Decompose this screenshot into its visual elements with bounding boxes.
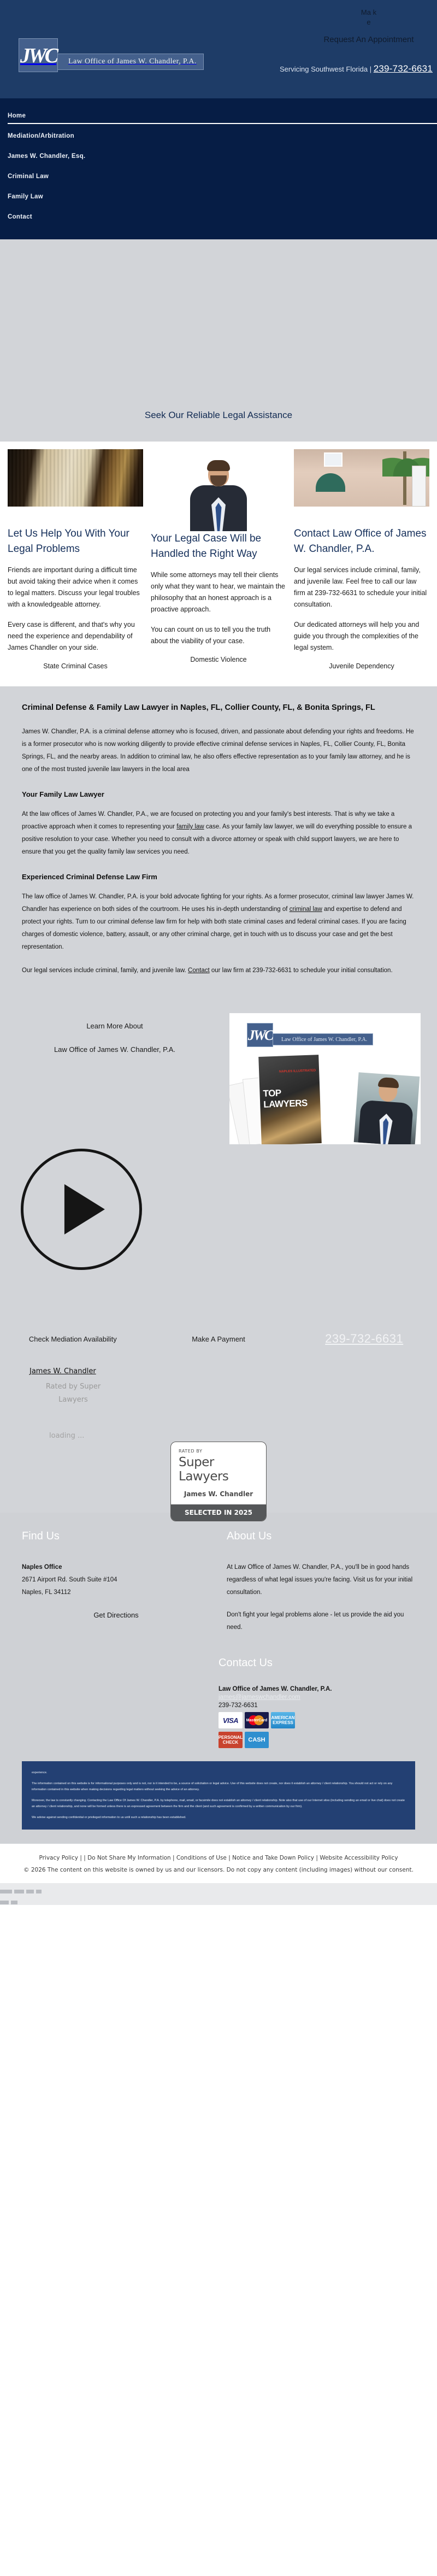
article-heading-criminal-defense: Experienced Criminal Defense Law Firm bbox=[22, 873, 157, 881]
inset-suit bbox=[358, 1100, 414, 1144]
closing-text-a: Our legal services include criminal, family, and juvenile law. bbox=[22, 967, 188, 974]
card-contact-law-office bbox=[294, 449, 429, 670]
card-link-state-criminal-cases[interactable]: State Criminal Cases bbox=[43, 662, 108, 670]
servicing-text: Servicing Southwest Florida | bbox=[279, 65, 374, 73]
cta-mediation bbox=[0, 1334, 146, 1345]
article-heading-family-law: Your Family Law Lawyer bbox=[22, 790, 104, 798]
badge-brand-label: Super Lawyers bbox=[179, 1455, 229, 1484]
criminal-text-a: The law office of James W. Chandler, P.A. is your bold advocate fighting for your rights. As a former prosecutor, criminal law lawyer James W. Chandler has experience on both sides of the courtroom. He uses his in-depth understanding of bbox=[22, 893, 414, 913]
header-servicing-line bbox=[280, 63, 433, 74]
magazine-cover bbox=[258, 1055, 322, 1144]
article-title: Criminal Defense & Family Law Lawyer in Naples, FL, Collier County, FL, & Bonita Springs, FL bbox=[22, 703, 375, 712]
contact-email-link[interactable]: james@jameswchandler.com bbox=[218, 1694, 300, 1701]
copyright-text: © 2026 The content on this website is owned by us and our licensors. Do not copy any content (including images) without our consent. bbox=[23, 1867, 414, 1873]
cta-payment bbox=[146, 1334, 292, 1345]
card-heading: Contact Law Office of James W. Chandler, P.A. bbox=[294, 528, 427, 555]
cta-phone bbox=[291, 1333, 437, 1345]
nav-item-mediation-arbitration[interactable]: Mediation/Arbitration bbox=[8, 133, 74, 139]
header-phone-link[interactable]: 239-732-6631 bbox=[373, 63, 433, 74]
nav-item-criminal-law[interactable]: Criminal Law bbox=[8, 173, 49, 180]
article-paragraph-family bbox=[22, 808, 415, 858]
payment-icons-row-1 bbox=[218, 1712, 415, 1728]
card-paragraph-1: While some attorneys may tell their clients only what they want to hear, we maintain the philosophy that an honest approach is a proactive approach. bbox=[151, 571, 285, 613]
logo-wordmark bbox=[55, 54, 204, 70]
article-intro: James W. Chandler, P.A. is a criminal defense attorney who is focused, driven, and passionate about defending your rights and freedoms. He is a former prosecutor who is now working diligently to provide effective criminal defense services in Naples, FL, Collier County, FL, Bonita Springs, FL, and the nearby areas. In addition to criminal law, he also offers effective representation as to your family law attorney, and he is one of the most trusted juvenile law lawyers in the local area bbox=[22, 728, 414, 773]
disclaimer-paragraph-3: We advise against sending confidential or privileged information to us until such a relationship has been established. bbox=[32, 1816, 186, 1819]
office-window bbox=[324, 452, 342, 467]
request-appointment-label[interactable]: Request An Appointment bbox=[323, 35, 414, 44]
nav-item-contact[interactable]: Contact bbox=[8, 214, 32, 220]
family-text-b: case. As your family law lawyer, we will do everything possible to ensure a positive resolution to your case. Whether you need to consult with a divorce attorney or speak with child support lawyers, we are here to ensure that you get the quality family law services you need. bbox=[22, 824, 412, 855]
nav-item-james-w-chandler-esq[interactable]: James W. Chandler, Esq. bbox=[8, 153, 86, 160]
office-city: Naples, FL 34112 bbox=[22, 1589, 71, 1596]
card-paragraph-2: You can count on us to tell you the truth about the viability of your case. bbox=[151, 626, 271, 645]
card-heading: Let Us Help You With Your Legal Problems bbox=[8, 528, 129, 555]
attorney-portrait-photo bbox=[151, 449, 286, 531]
video-play-area bbox=[0, 1144, 437, 1308]
family-text-a: At the law offices of James W. Chandler, P.A., we are focused on protecting you and your family's best interests. That is why we take a proactive approach when it comes to representing your bbox=[22, 811, 395, 830]
american-express-icon: AMERICAN EXPRESS bbox=[271, 1712, 295, 1728]
office-name: Naples Office bbox=[22, 1564, 62, 1571]
page-tail-placeholder bbox=[0, 1883, 437, 1905]
visa-icon: VISA bbox=[218, 1712, 243, 1728]
legal-disclaimer bbox=[22, 1761, 415, 1830]
contact-phone-text: 239-732-6631 bbox=[218, 1702, 258, 1709]
main-navigation bbox=[0, 98, 437, 239]
footer-about-us bbox=[227, 1530, 415, 1634]
thumbnail-logo-text: Law Office of James W. Chandler, P.A. bbox=[281, 1036, 368, 1043]
make-a-payment-link[interactable]: Make A Payment bbox=[192, 1335, 245, 1343]
family-law-link[interactable]: family law bbox=[176, 824, 204, 830]
disclaimer-paragraph-1: The information contained on this website is for informational purposes only and is not, nor is it intended to be, a source of solicitation or legal advice. Use of this website does not create, nor does it establish an attorney / client relationship. You should not act or rely on any information contained in this website when making decisions regarding legal matters without seeking the advice of an attorney. bbox=[32, 1782, 393, 1791]
personal-check-icon: PERSONAL CHECK bbox=[218, 1732, 243, 1748]
badge-rated-by-label: RATED BY bbox=[179, 1449, 203, 1454]
cta-section bbox=[0, 1319, 437, 1365]
firm-name-label: Law Office of James W. Chandler, P.A. bbox=[54, 1045, 176, 1054]
find-us-heading: Find Us bbox=[22, 1530, 60, 1542]
badge-top bbox=[171, 1442, 266, 1504]
play-triangle bbox=[64, 1184, 105, 1234]
article-paragraph-criminal bbox=[22, 891, 415, 954]
thumbnail-logo-monogram: JWC bbox=[247, 1023, 273, 1047]
card-your-legal-case bbox=[151, 449, 286, 670]
mastercard-icon bbox=[245, 1712, 269, 1728]
play-icon[interactable] bbox=[21, 1149, 142, 1270]
video-thumbnail[interactable] bbox=[229, 1013, 421, 1144]
about-paragraph-2: Don't fight your legal problems alone - let us provide the aid you need. bbox=[227, 1612, 404, 1631]
card-paragraph-1: Friends are important during a difficult time but avoid taking their advice when it comes to legal matters. Discuss your legal troubles with a knowledgeable attorney. bbox=[8, 566, 140, 608]
criminal-text-b: and expertise to defend and protect your rights. Turn to our criminal defense law firm for help with both state criminal cases and federal criminal cases. If you are facing charges of domestic violence, battery, assault, or any other criminal charge, get in touch with us to discuss your case and get the best representation. bbox=[22, 906, 406, 950]
logo-wordmark-text: Law Office of James W. Chandler, P.A. bbox=[68, 57, 197, 66]
footer-find-us bbox=[22, 1530, 210, 1634]
badge-attorney-name: James W. Chandler bbox=[184, 1490, 253, 1498]
cta-phone-link[interactable]: 239-732-6631 bbox=[325, 1332, 404, 1345]
criminal-law-link[interactable]: criminal law bbox=[289, 906, 322, 913]
footer-contact-us bbox=[218, 1634, 415, 1748]
contact-firm-name: Law Office of James W. Chandler, P.A. bbox=[218, 1686, 332, 1692]
hero-section bbox=[0, 239, 437, 442]
about-paragraph-1: At Law Office of James W. Chandler, P.A., you'll be in good hands regardless of what legal issues you're facing. Visit us for your initial consultation. bbox=[227, 1564, 413, 1596]
header-appointment-block bbox=[306, 8, 432, 45]
video-caption-block bbox=[0, 1002, 229, 1054]
cta-row bbox=[0, 1333, 437, 1345]
legal-links-line[interactable]: Privacy Policy | | Do Not Share My Information | Conditions of Use | Notice and Take Down Policy | Website Accessibility Policy bbox=[39, 1855, 398, 1861]
disclaimer-paragraph-0: experience. bbox=[32, 1771, 48, 1774]
office-street: 2671 Airport Rd. South Suite #104 bbox=[22, 1577, 117, 1583]
nav-item-home[interactable]: Home bbox=[0, 106, 437, 126]
site-header bbox=[0, 0, 437, 98]
card-let-us-help-you bbox=[8, 449, 143, 670]
contact-link[interactable]: Contact bbox=[188, 967, 210, 974]
magazine-title-label: TOP LAWYERS bbox=[263, 1087, 308, 1110]
closing-text-b: our law firm at 239-732-6631 to schedule your initial consultation. bbox=[209, 967, 393, 974]
inset-hair bbox=[378, 1077, 399, 1089]
office-awning bbox=[316, 473, 345, 492]
mastercard-label: MasterCard bbox=[246, 1718, 268, 1722]
nav-item-family-law[interactable]: Family Law bbox=[8, 193, 43, 200]
super-lawyers-badge[interactable] bbox=[170, 1442, 267, 1521]
thumbnail-logo-bar bbox=[271, 1033, 373, 1045]
hero-title: Seek Our Reliable Legal Assistance bbox=[144, 410, 293, 420]
check-mediation-availability-link[interactable]: Check Mediation Availability bbox=[28, 1335, 117, 1343]
article-paragraph-closing bbox=[22, 964, 415, 977]
disclaimer-section bbox=[0, 1754, 437, 1844]
card-paragraph-2: Every case is different, and that's why you need the experience and dependability of James Chandler on your side. bbox=[8, 621, 135, 651]
make-label: Ma ke bbox=[361, 8, 377, 26]
card-paragraph-2: Our dedicated attorneys will help you and guide you through the complexities of the legal system. bbox=[294, 621, 420, 651]
portrait-suit bbox=[190, 485, 247, 531]
office-door bbox=[412, 466, 426, 507]
law-books-photo bbox=[8, 449, 143, 507]
super-lawyers-rated-text: Rated by Super Lawyers bbox=[45, 1383, 101, 1404]
get-directions-link[interactable]: Get Directions bbox=[93, 1611, 139, 1619]
law-office-building-photo bbox=[294, 449, 429, 507]
logo-monogram: JWC bbox=[19, 38, 58, 72]
contact-us-heading: Contact Us bbox=[218, 1657, 273, 1669]
magazine-publisher-label: NAPLES ILLUSTRATED bbox=[279, 1069, 316, 1074]
card-heading: Your Legal Case Will be Handled the Right Way bbox=[151, 533, 262, 560]
learn-more-label: Learn More About bbox=[86, 1022, 143, 1030]
legal-links-section bbox=[0, 1844, 437, 1883]
site-logo[interactable] bbox=[19, 38, 204, 72]
article-section bbox=[0, 686, 437, 1002]
footer-top-row bbox=[22, 1530, 415, 1634]
card-link-domestic-violence[interactable]: Domestic Violence bbox=[190, 656, 247, 663]
card-paragraph-1: Our legal services include criminal, family, and juvenile law. Feel free to call our law firm at 239-732-6631 to schedule your initial consultation. bbox=[294, 566, 427, 608]
video-section bbox=[0, 1002, 437, 1319]
super-lawyers-section bbox=[0, 1365, 437, 1516]
thumbnail-logo bbox=[247, 1023, 373, 1047]
payment-icons-row-2 bbox=[218, 1732, 415, 1748]
about-us-heading: About Us bbox=[227, 1530, 272, 1542]
card-link-juvenile-dependency[interactable]: Juvenile Dependency bbox=[329, 662, 394, 670]
services-cards bbox=[0, 442, 437, 686]
portrait-hair bbox=[207, 460, 230, 471]
super-lawyers-loading-text: loading ... bbox=[49, 1432, 85, 1440]
attorney-photo-inset bbox=[354, 1072, 420, 1144]
portrait-figure bbox=[190, 459, 247, 531]
video-row bbox=[0, 1002, 437, 1144]
super-lawyers-profile-link[interactable]: James W. Chandler bbox=[29, 1367, 96, 1375]
badge-selected-year: SELECTED IN 2025 bbox=[171, 1504, 266, 1521]
disclaimer-paragraph-2: Moreover, the law is constantly changing. Contacting the Law Office Of James W. Chandler, P.A. by telephone, mail, email, or facsimile does not establish an attorney / client relationship. Note also that use of our Internet sites (including sending an email or live chat) does not create an attorney / client relationship, and none will be formed unless there is an expressed agreement between the firm and the client (and such agreement is confirmed by a written communication by our firm). bbox=[32, 1799, 405, 1808]
cash-icon: CASH bbox=[245, 1732, 269, 1748]
site-footer bbox=[0, 1513, 437, 1754]
footer-spacer bbox=[227, 1599, 415, 1609]
